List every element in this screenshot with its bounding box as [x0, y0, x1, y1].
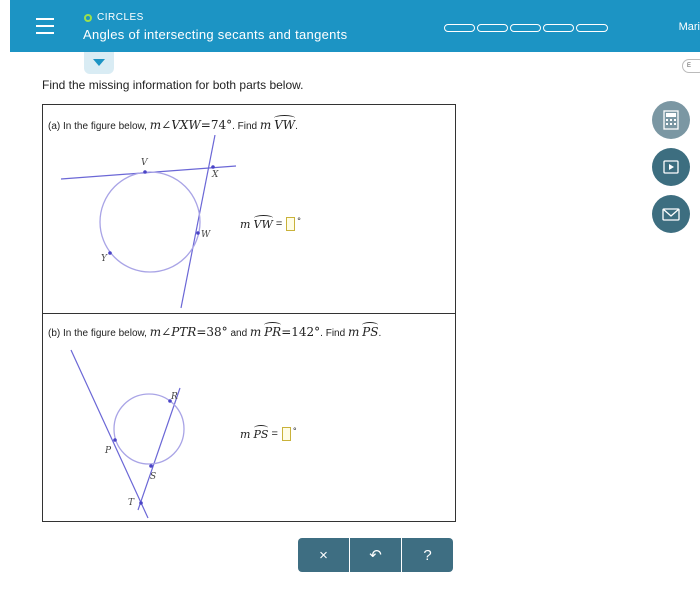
part-b-lead: In the figure below, [63, 328, 147, 339]
answer-toolbar [298, 538, 454, 572]
part-b-and: and [230, 328, 248, 339]
progress-segment [477, 24, 508, 32]
answer-b-arc: PS [253, 427, 269, 441]
answer-a-input[interactable] [286, 217, 295, 231]
part-b-end: . [378, 328, 382, 339]
answer-b-equals: = [271, 428, 278, 440]
progress-segment [543, 24, 574, 32]
part-b-mid: . Find [320, 328, 346, 339]
part-a-mid: . Find [232, 121, 258, 132]
label-x: X [212, 170, 219, 180]
mail-icon [661, 204, 681, 224]
answer-b-m: m [240, 427, 251, 441]
part-a-lead: In the figure below, [63, 121, 147, 132]
point-v [143, 170, 147, 174]
part-b-figure [53, 340, 253, 520]
part-a-angle-name: VXW [171, 118, 201, 132]
mail-button[interactable] [652, 195, 690, 233]
topic-label: CIRCLES [97, 12, 144, 23]
label-r: R [171, 392, 178, 402]
header-toggle-button[interactable] [84, 52, 114, 74]
part-b-equals: = [196, 325, 207, 339]
part-b-answer-row [240, 427, 297, 441]
progress-bar [444, 24, 610, 32]
part-b-label: (b) [48, 328, 61, 339]
menu-icon[interactable] [36, 18, 54, 34]
secant-line [181, 135, 215, 308]
answer-b-input[interactable] [282, 427, 291, 441]
part-b-m2: m [249, 325, 262, 339]
part-a-prompt [48, 118, 298, 132]
part-a-equals: = [200, 118, 211, 132]
part-a-answer-row [240, 217, 301, 231]
progress-segment [510, 24, 541, 32]
part-b-prompt [48, 325, 381, 339]
page-title: Angles of intersecting secants and tangents [83, 27, 348, 42]
point-s [149, 464, 153, 468]
point-w [196, 231, 200, 235]
clear-button[interactable]: × [298, 538, 349, 572]
answer-a-m: m [240, 217, 251, 231]
part-a-end: . [295, 121, 298, 132]
part-a-m2: m [259, 118, 272, 132]
circle-a [100, 172, 200, 272]
help-button[interactable]: ? [402, 538, 453, 572]
progress-segment [576, 24, 608, 32]
tangent-line-b [71, 350, 148, 518]
undo-button[interactable]: ↶ [350, 538, 401, 572]
part-a-label: (a) [48, 121, 61, 132]
answer-a-degree: ° [297, 216, 301, 226]
part-a-arc: VW [274, 118, 296, 132]
label-y: Y [101, 254, 107, 264]
part-a-angle-symbol: ∠ [161, 118, 172, 132]
part-a-angle-value: 74° [210, 118, 233, 132]
circle-b [114, 394, 184, 464]
progress-segment [444, 24, 475, 32]
part-a-m1: m [149, 118, 162, 132]
point-x [211, 165, 215, 169]
topic-status-icon [84, 14, 92, 22]
answer-a-equals: = [275, 218, 283, 230]
label-v: V [141, 158, 148, 168]
calculator-button[interactable] [652, 101, 690, 139]
problem-box [42, 104, 456, 522]
label-w: W [201, 230, 211, 240]
part-a-figure [53, 135, 253, 335]
label-s: S [150, 472, 157, 482]
part-b-arc1-value: 142° [291, 325, 321, 339]
topic-row [84, 12, 144, 23]
label-t: T [128, 498, 135, 508]
part-b-m3: m [347, 325, 360, 339]
part-b-m1: m [149, 325, 162, 339]
edge-badge[interactable]: E [682, 59, 700, 73]
part-b-angle-value: 38° [206, 325, 228, 339]
video-icon [661, 157, 681, 177]
part-b-arc2: PS [362, 325, 379, 339]
answer-b-degree: ° [292, 426, 297, 436]
answer-a-arc: VW [253, 217, 273, 231]
part-b-equals2: = [281, 325, 292, 339]
instructions-text: Find the missing information for both parts below. [42, 78, 304, 92]
point-y [108, 251, 112, 255]
top-header [10, 0, 700, 52]
part-b-angle-symbol: ∠ [161, 325, 172, 339]
user-name[interactable]: Mari [678, 21, 700, 33]
secant-line-b [138, 388, 180, 510]
point-t [139, 501, 143, 505]
video-button[interactable] [652, 148, 690, 186]
calculator-icon [661, 110, 681, 130]
part-b-angle-name: PTR [171, 325, 197, 339]
point-p [113, 438, 117, 442]
part-b-arc1: PR [264, 325, 282, 339]
part-divider [43, 313, 455, 314]
label-p: P [105, 446, 112, 456]
